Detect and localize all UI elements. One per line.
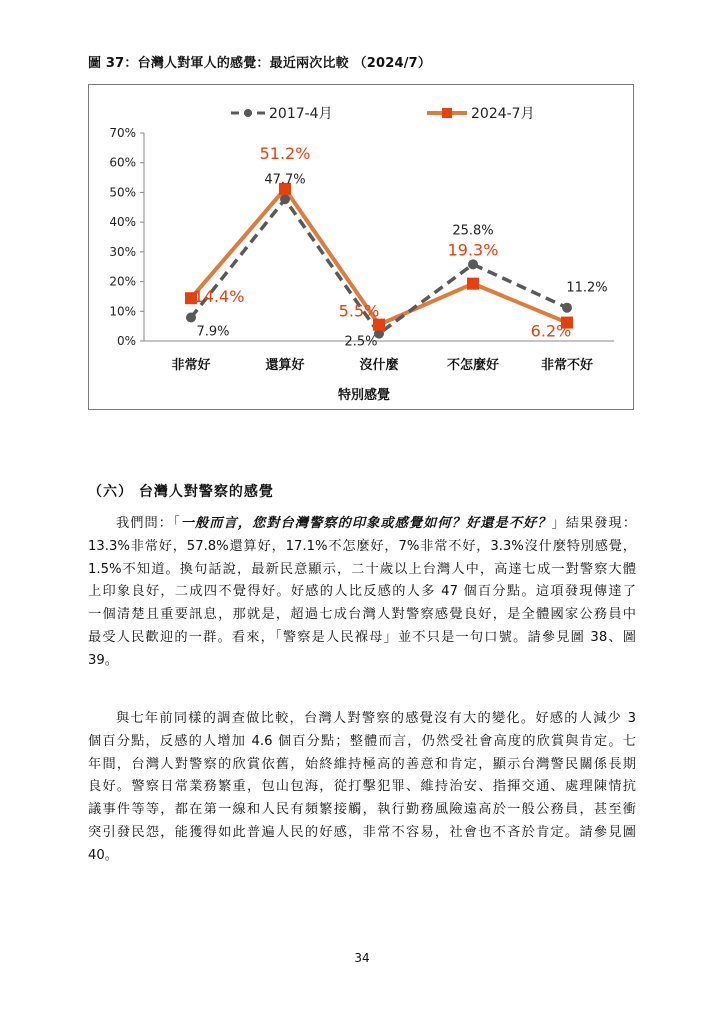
figure-caption: 圖 37：台灣人對軍人的感覺：最近兩次比較 （2024/7） [88, 56, 432, 71]
y-tick-label: 10% [109, 304, 136, 319]
legend-marker-2017 [244, 109, 252, 117]
quote-open: 我們問：「 [116, 516, 181, 531]
paragraph-1-line-2: 13.3%非常好，57.8%還算好，17.1%不怎麼好，7%非常不好，3.3%沒什麼特別感覺， [88, 538, 636, 554]
y-tick-label: 0% [116, 334, 136, 348]
paragraph-2-line-7: 40。 [88, 847, 118, 863]
data-label-2017: 11.2% [566, 280, 608, 296]
paragraph-1 [88, 513, 636, 673]
x-tick-label: 還算好 [265, 358, 305, 373]
paragraph-1-line-1 [88, 513, 636, 536]
chart-svg [89, 85, 635, 411]
paragraph-2-line-1: 與七年前同樣的調查做比較，台灣人對警察的感覺沒有大的變化。好感的人減少 3 [116, 711, 636, 726]
data-label-2017: 25.8% [452, 223, 494, 239]
data-label-2024: 5.5% [338, 301, 380, 321]
paragraph-2 [88, 708, 636, 868]
y-tick-label: 20% [109, 274, 136, 289]
y-tick-label: 30% [109, 244, 136, 259]
data-label-2024: 6.2% [530, 321, 572, 341]
data-label-2024: 19.3% [447, 240, 499, 260]
paragraph-1-line-3: 1.5%不知道。換句話說，最新民意顯示，二十歲以上台灣人中，高達七成一對警察大體 [88, 561, 636, 577]
paragraph-2-line-4: 良好。警察日常業務繁重，包山包海，從打擊犯罪、維持治安、指揮交通、處理陳情抗 [88, 779, 636, 795]
paragraph-1-line-4: 上印象良好，二成四不覺得好。好感的人比反感的人多 47 個百分點。這項發現傳達了 [88, 584, 636, 600]
data-point-2017 [280, 194, 290, 204]
section-heading: （六） 台灣人對警察的感覺 [88, 484, 274, 500]
data-point-2017 [468, 259, 478, 269]
y-tick-label: 50% [109, 185, 136, 200]
x-tick-label: 非常不好 [540, 358, 594, 373]
paragraph-2-line-5: 議事件等等，都在第一線和人民有頻繁接觸，執行勤務風險遠高於一般公務員，甚至衝 [88, 802, 636, 818]
x-tick-label: 沒什麼 [359, 358, 399, 373]
survey-question: 一般而言，您對台灣警察的印象或感覺如何？好還是不好？ [180, 516, 552, 531]
y-tick-label: 70% [109, 126, 136, 140]
legend-label-2017: 2017-4月 [269, 106, 333, 122]
x-tick-label: 非常好 [171, 358, 211, 373]
page-number: 34 [354, 951, 370, 965]
y-tick-label: 40% [109, 215, 136, 230]
x-tick-label: 不怎麼好 [446, 358, 500, 373]
paragraph-2-line-3: 年間，台灣人對警察的欣賞依舊，始終維持極高的善意和肯定，顯示台灣警民關係長期 [88, 756, 636, 772]
data-point-2024 [467, 278, 479, 290]
line-chart [88, 84, 634, 410]
legend-marker-2024 [442, 108, 452, 118]
data-label-2017: 47.7% [264, 172, 306, 188]
legend-label-2024: 2024-7月 [471, 106, 535, 122]
data-point-2017 [562, 303, 572, 313]
paragraph-1-line-6: 最受人民歡迎的一群。看來，「警察是人民褓母」並不只是一句口號。請參見圖 38、圖 [88, 629, 636, 645]
data-label-2024: 51.2% [259, 143, 311, 163]
paragraph-1-line-5: 一個清楚且重要訊息，那就是，超過七成台灣人對警察感覺良好，是全體國家公務員中 [88, 607, 636, 623]
x-axis-label: 特別感覺 [337, 388, 391, 403]
paragraph-2-line-2: 個百分點，反感的人增加 4.6 個百分點；整體而言，仍然受社會高度的欣賞與肯定。七 [88, 733, 636, 749]
data-label-2017: 2.5% [344, 334, 378, 350]
data-label-2024: 14.4% [193, 287, 245, 307]
data-label-2017: 7.9% [196, 324, 230, 340]
paragraph-1-line-7: 39。 [88, 652, 118, 668]
data-point-2017 [186, 313, 196, 323]
y-tick-label: 60% [109, 155, 136, 170]
paragraph-2-line-6: 突引發民怨，能獲得如此普遍人民的好感，非常不容易，社會也不吝於肯定。請參見圖 [88, 824, 636, 840]
quote-close: 」結果發現： [551, 516, 637, 531]
